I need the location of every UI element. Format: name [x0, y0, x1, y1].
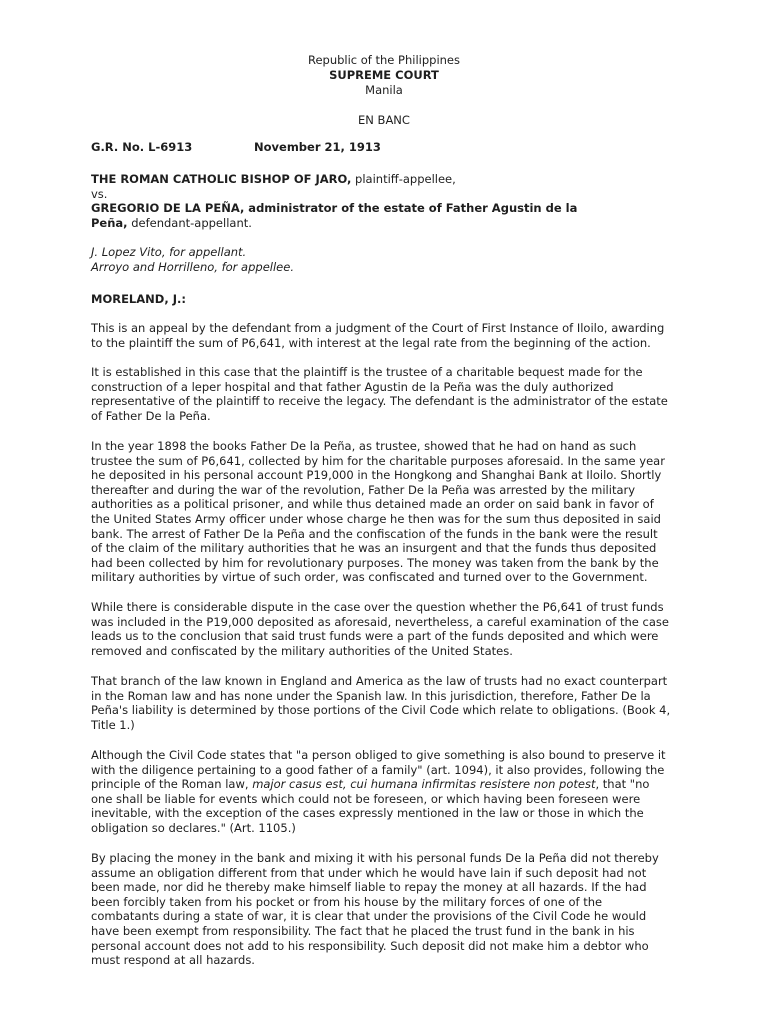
paragraph-line: the United States Army officer under whose charge he then was for the sum thus deposited in said — [91, 511, 661, 526]
paragraph-line: In the year 1898 the books Father De la Peña, as trustee, showed that he had on hand as such — [91, 439, 637, 453]
paragraph-line: leads us to the conclusion that said trust funds were a part of the funds deposited and which were — [91, 629, 659, 644]
paragraph-line: of Father De la Peña. — [91, 408, 211, 423]
paragraph-line: inevitable, with the exception of the cases expressly mentioned in the law or those in which the — [91, 806, 644, 821]
paragraph-text: , that "no — [595, 777, 650, 792]
defendant-role: defendant-appellant. — [127, 215, 252, 230]
paragraph-line: of the claim of the military authorities that he was an insurgent and that the funds thus deposited — [91, 541, 657, 556]
city-line: Manila — [365, 83, 403, 97]
paragraph-line: It is established in this case that the plaintiff is the trustee of a charitable bequest made for the — [91, 365, 643, 379]
parties-block — [91, 172, 731, 230]
paragraph-line: one shall be liable for events which could not be foreseen, or which having been foreseen were — [91, 791, 641, 806]
paragraph-line: with the diligence pertaining to a good father of a family" (art. 1094), it also provides, following the — [91, 762, 665, 777]
judge-name: MORELAND, J.: — [91, 292, 186, 306]
paragraph-line: That branch of the law known in England and America as the law of trusts had no exact counterpart — [91, 674, 668, 688]
paragraph-line: Although the Civil Code states that "a person obliged to give something is also bound to preserve it — [91, 748, 666, 762]
plaintiff-role: plaintiff-appellee, — [351, 172, 456, 186]
defendant-name-line1: GREGORIO DE LA PEÑA, administrator of the estate of Father Agustin de la — [91, 201, 578, 216]
paragraph-line: While there is considerable dispute in the case over the question whether the P6,641 of trust funds — [91, 600, 664, 614]
paragraph-line: construction of a leper hospital and that father Agustin de la Peña was the duly authorized — [91, 379, 614, 394]
paragraph-line: personal account does not add to his responsibility. Such deposit did not make him a debtor who — [91, 938, 649, 953]
appellant-counsel: J. Lopez Vito, for appellant. — [91, 245, 247, 259]
paragraph-line: This is an appeal by the defendant from a judgment of the Court of First Instance of Iloilo, awarding — [91, 321, 665, 335]
paragraph-6 — [91, 748, 731, 836]
paragraph-line: Title 1.) — [91, 717, 135, 732]
case-heading — [91, 140, 731, 155]
case-date: November 21, 1913 — [254, 140, 381, 154]
paragraph-line: to the plaintiff the sum of P6,641, with interest at the legal rate from the beginning of the action. — [91, 335, 651, 350]
ponente — [91, 292, 731, 307]
defendant-name-line2: Peña, — [91, 215, 128, 230]
paragraph-line: been forcibly taken from his pocket or from his house by the military forces of one of the — [91, 894, 603, 909]
paragraph-5 — [91, 674, 731, 732]
paragraph-line: removed and confiscated by the military authorities of the United States. — [91, 643, 513, 658]
paragraph-line: military authorities by virtue of such order, was confiscated and turned over to the Government. — [91, 570, 648, 585]
paragraph-line: in the Roman law and has none under the Spanish law. In this jurisdiction, therefore, Father De la — [91, 688, 651, 703]
paragraph-7 — [91, 851, 731, 968]
paragraph-2 — [91, 365, 731, 423]
paragraph-3 — [91, 439, 731, 585]
paragraph-text: principle of the Roman law, — [91, 777, 253, 792]
paragraph-line: must respond at all hazards. — [91, 953, 255, 968]
paragraph-line: bank. The arrest of Father De la Peña and the confiscation of the funds in the bank were the result — [91, 526, 658, 541]
case-number: G.R. No. L-6913 — [91, 140, 193, 154]
paragraph-4 — [91, 600, 731, 658]
paragraph-line: had been collected by him for revolutionary purposes. The money was taken from the bank by the — [91, 555, 659, 570]
paragraph-line: he deposited in his personal account P19,000 in the Hongkong and Shanghai Bank at Iloilo. Shortly — [91, 468, 662, 483]
paragraph-line: thereafter and during the war of the revolution, Father De la Peña was arrested by the military — [91, 482, 636, 497]
division-line: EN BANC — [358, 113, 410, 127]
paragraph-line-mixed — [91, 777, 731, 792]
paragraph-line: have been exempt from responsibility. The fact that he placed the trust fund in the bank in his — [91, 923, 635, 938]
paragraph-line: trustee the sum of P6,641, collected by him for the charitable purposes aforesaid. In the same year — [91, 453, 665, 468]
paragraph-line: By placing the money in the bank and mixing it with his personal funds De la Peña did not thereby — [91, 851, 659, 865]
paragraph-line: authorities as a political prisoner, and while thus detained made an order on said bank in favor of — [91, 497, 654, 512]
paragraph-line: was included in the P19,000 deposited as aforesaid, nevertheless, a careful examination of the case — [91, 614, 669, 629]
versus-text: vs. — [91, 186, 108, 201]
paragraph-line: assume an obligation different from that under which he would have lain if such deposit had not — [91, 865, 647, 880]
paragraph-line: representative of the plaintiff to receive the legacy. The defendant is the administrator of the estate — [91, 394, 668, 409]
paragraph-1 — [91, 321, 731, 350]
republic-line: Republic of the Philippines — [307, 53, 461, 67]
plaintiff-name: THE ROMAN CATHOLIC BISHOP OF JARO, — [91, 172, 352, 186]
counsel-block — [91, 245, 731, 274]
document-header — [0, 53, 768, 128]
paragraph-line: obligation so declares." (Art. 1105.) — [91, 820, 296, 835]
paragraph-line: combatants during a state of war, it is clear that under the provisions of the Civil Code he would — [91, 909, 647, 924]
appellee-counsel: Arroyo and Horrilleno, for appellee. — [91, 259, 294, 274]
paragraph-line: been made, nor did he thereby make himself liable to repay the money at all hazards. If the had — [91, 880, 647, 895]
latin-maxim: major casus est, cui humana infirmitas resistere non potest — [252, 777, 596, 792]
court-name: SUPREME COURT — [329, 68, 439, 82]
paragraph-line: Peña's liability is determined by those portions of the Civil Code which relate to obligations. (Book 4, — [91, 703, 671, 718]
